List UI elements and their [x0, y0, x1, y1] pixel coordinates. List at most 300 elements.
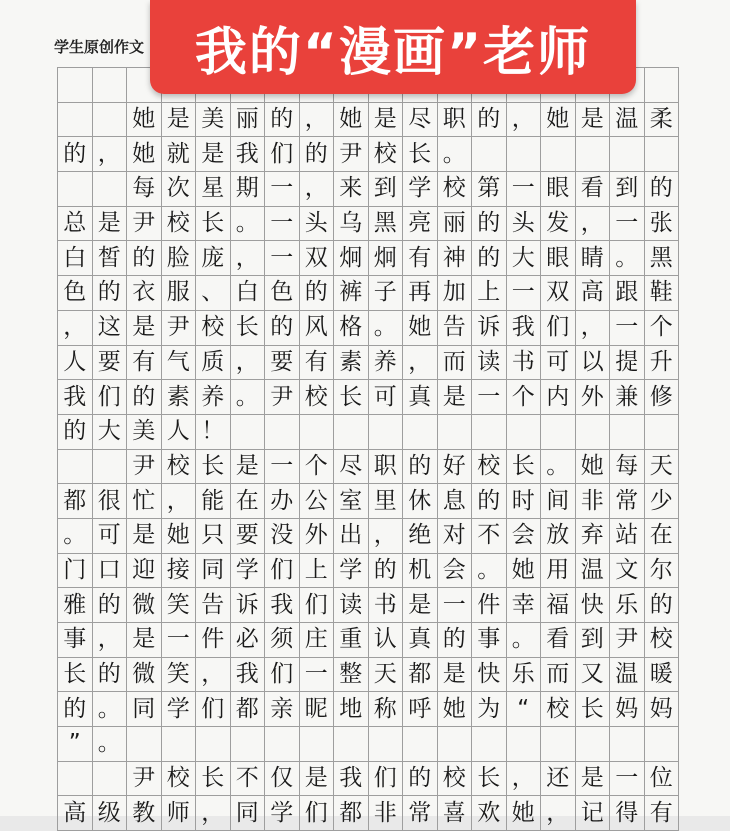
grid-cell: 都 [403, 658, 438, 693]
grid-cell: 是 [127, 311, 162, 346]
grid-cell: 微 [127, 588, 162, 623]
grid-cell: 一 [472, 380, 507, 415]
grid-cell: 高 [576, 276, 611, 311]
grid-cell: 长 [196, 450, 231, 485]
grid-cell: 的 [369, 554, 404, 589]
grid-cell: 一 [610, 207, 645, 242]
grid-cell: 风 [300, 311, 335, 346]
grid-cell [472, 727, 507, 762]
grid-cell: 们 [265, 658, 300, 693]
grid-cell: 脸 [162, 241, 197, 276]
grid-cell: 。 [369, 311, 404, 346]
grid-cell: 长 [231, 311, 266, 346]
grid-cell: 人 [162, 415, 197, 450]
grid-cell: 昵 [300, 692, 335, 727]
grid-cell: 的 [645, 172, 680, 207]
grid-cell: 看 [541, 623, 576, 658]
grid-cell: 养 [369, 346, 404, 381]
grid-cell: 长 [576, 692, 611, 727]
grid-cell: 的 [645, 588, 680, 623]
grid-cell: 大 [507, 241, 542, 276]
grid-cell: 弃 [576, 519, 611, 554]
grid-cell: 天 [645, 450, 680, 485]
grid-cell: 跟 [610, 276, 645, 311]
grid-cell: 不 [231, 762, 266, 797]
grid-cell: 学 [162, 692, 197, 727]
grid-cell: 的 [472, 207, 507, 242]
grid-cell: 素 [162, 380, 197, 415]
grid-cell: 外 [576, 380, 611, 415]
grid-cell: 的 [403, 450, 438, 485]
grid-cell: 以 [576, 346, 611, 381]
grid-cell: “ [507, 692, 542, 727]
grid-cell: 我 [507, 311, 542, 346]
grid-cell: 尹 [334, 137, 369, 172]
grid-cell: 气 [162, 346, 197, 381]
grid-cell: 真 [403, 380, 438, 415]
grid-cell: 上 [472, 276, 507, 311]
grid-cell: 放 [541, 519, 576, 554]
grid-cell: 白 [231, 276, 266, 311]
grid-cell [300, 727, 335, 762]
grid-cell: ” [58, 727, 93, 762]
grid-cell: ， [93, 137, 128, 172]
grid-cell: 幸 [507, 588, 542, 623]
grid-cell [196, 727, 231, 762]
grid-cell: 接 [162, 554, 197, 589]
grid-cell: 们 [300, 588, 335, 623]
grid-cell: 门 [58, 554, 93, 589]
grid-cell: 只 [196, 519, 231, 554]
grid-cell: 她 [127, 137, 162, 172]
grid-cell [541, 137, 576, 172]
grid-cell: 双 [300, 241, 335, 276]
grid-cell: 丽 [438, 207, 473, 242]
grid-cell: 修 [645, 380, 680, 415]
grid-cell: 色 [58, 276, 93, 311]
grid-cell: 呼 [403, 692, 438, 727]
grid-cell: 睛 [576, 241, 611, 276]
grid-cell: 非 [369, 796, 404, 831]
grid-cell: 非 [576, 484, 611, 519]
grid-cell: 同 [231, 796, 266, 831]
grid-cell: 的 [265, 103, 300, 138]
grid-cell: 神 [438, 241, 473, 276]
grid-cell: 尹 [127, 450, 162, 485]
grid-cell: 件 [196, 623, 231, 658]
grid-cell: 尹 [127, 207, 162, 242]
grid-cell [472, 415, 507, 450]
grid-cell: 炯 [369, 241, 404, 276]
grid-cell: 张 [645, 207, 680, 242]
grid-cell: 我 [334, 762, 369, 797]
grid-cell: 一 [265, 207, 300, 242]
grid-cell [645, 68, 680, 103]
grid-cell: 间 [541, 484, 576, 519]
grid-cell: 书 [507, 346, 542, 381]
title-banner: 我的“漫画”老师 [150, 0, 636, 94]
grid-cell: 必 [231, 623, 266, 658]
grid-cell [231, 727, 266, 762]
grid-cell: 迎 [127, 554, 162, 589]
grid-cell: 很 [93, 484, 128, 519]
grid-cell: 校 [472, 450, 507, 485]
grid-cell: 尹 [610, 623, 645, 658]
grid-cell: 职 [369, 450, 404, 485]
grid-cell: 用 [541, 554, 576, 589]
grid-cell: 的 [403, 762, 438, 797]
grid-cell: 可 [93, 519, 128, 554]
grid-cell: 。 [541, 450, 576, 485]
grid-cell: 是 [231, 450, 266, 485]
grid-cell [93, 172, 128, 207]
grid-cell: 是 [438, 380, 473, 415]
grid-cell [369, 727, 404, 762]
grid-cell [645, 415, 680, 450]
grid-cell: 到 [369, 172, 404, 207]
grid-cell: 天 [369, 658, 404, 693]
grid-cell: 是 [403, 588, 438, 623]
grid-cell: 子 [369, 276, 404, 311]
grid-cell: 学 [403, 172, 438, 207]
grid-cell [93, 68, 128, 103]
grid-cell: 们 [196, 692, 231, 727]
grid-cell: 。 [58, 519, 93, 554]
grid-cell: 尹 [127, 762, 162, 797]
grid-cell: 的 [472, 103, 507, 138]
grid-cell: 室 [334, 484, 369, 519]
grid-cell: 到 [576, 623, 611, 658]
grid-cell: ， [231, 241, 266, 276]
grid-cell: 学 [265, 796, 300, 831]
grid-cell: 眼 [541, 172, 576, 207]
grid-cell: 她 [334, 103, 369, 138]
grid-cell: 升 [645, 346, 680, 381]
grid-cell: 们 [541, 311, 576, 346]
grid-cell: 一 [300, 658, 335, 693]
grid-cell: 养 [196, 380, 231, 415]
grid-cell: 头 [300, 207, 335, 242]
grid-cell: 白 [58, 241, 93, 276]
grid-cell: 要 [231, 519, 266, 554]
grid-cell [507, 727, 542, 762]
grid-cell [472, 137, 507, 172]
grid-cell: 的 [472, 241, 507, 276]
grid-cell: 笑 [162, 588, 197, 623]
grid-cell: 是 [127, 623, 162, 658]
grid-cell: 上 [300, 554, 335, 589]
grid-cell: 有 [645, 796, 680, 831]
grid-cell: 长 [58, 658, 93, 693]
grid-cell: 文 [610, 554, 645, 589]
grid-cell: 是 [127, 519, 162, 554]
grid-cell: 是 [300, 762, 335, 797]
grid-cell: 每 [610, 450, 645, 485]
grid-cell [93, 103, 128, 138]
grid-cell: 尽 [334, 450, 369, 485]
grid-cell: 不 [472, 519, 507, 554]
grid-cell: 加 [438, 276, 473, 311]
grid-cell: 人 [58, 346, 93, 381]
grid-cell: 长 [196, 207, 231, 242]
grid-cell: 是 [438, 658, 473, 693]
grid-cell: 师 [162, 796, 197, 831]
grid-cell: ， [576, 207, 611, 242]
grid-cell: 尹 [265, 380, 300, 415]
grid-cell [369, 415, 404, 450]
grid-cell: 。 [231, 207, 266, 242]
grid-cell: 暖 [645, 658, 680, 693]
grid-cell: 而 [438, 346, 473, 381]
grid-cell: 有 [127, 346, 162, 381]
grid-cell [58, 103, 93, 138]
grid-cell: 读 [472, 346, 507, 381]
grid-cell: 可 [541, 346, 576, 381]
grid-cell: 柔 [645, 103, 680, 138]
grid-cell: 来 [334, 172, 369, 207]
grid-cell [610, 415, 645, 450]
grid-cell: 的 [300, 137, 335, 172]
grid-cell: 就 [162, 137, 197, 172]
grid-cell [127, 727, 162, 762]
grid-cell: 。 [438, 137, 473, 172]
grid-cell: 息 [438, 484, 473, 519]
grid-cell: 双 [541, 276, 576, 311]
grid-cell [645, 137, 680, 172]
grid-cell: 尽 [403, 103, 438, 138]
grid-cell: ， [58, 311, 93, 346]
grid-cell: 是 [369, 103, 404, 138]
grid-cell [403, 727, 438, 762]
grid-cell: 次 [162, 172, 197, 207]
grid-cell: 同 [196, 554, 231, 589]
grid-cell: 皙 [93, 241, 128, 276]
grid-cell: 一 [438, 588, 473, 623]
grid-cell: 乐 [507, 658, 542, 693]
grid-cell: 们 [93, 380, 128, 415]
grid-cell: 乌 [334, 207, 369, 242]
grid-cell: 我 [265, 588, 300, 623]
grid-cell: ， [507, 103, 542, 138]
grid-cell: 她 [507, 554, 542, 589]
grid-cell: 对 [438, 519, 473, 554]
grid-cell: 件 [472, 588, 507, 623]
grid-cell: 长 [196, 762, 231, 797]
grid-cell: 庄 [300, 623, 335, 658]
grid-cell: 学 [231, 554, 266, 589]
grid-cell: 眼 [541, 241, 576, 276]
grid-cell [93, 450, 128, 485]
grid-cell: 是 [93, 207, 128, 242]
grid-cell: 校 [369, 137, 404, 172]
grid-cell: 真 [403, 623, 438, 658]
grid-cell: 一 [265, 450, 300, 485]
grid-cell [231, 415, 266, 450]
grid-cell: 校 [645, 623, 680, 658]
grid-cell [403, 415, 438, 450]
grid-cell: 长 [403, 137, 438, 172]
grid-cell: ！ [196, 415, 231, 450]
grid-cell: 的 [58, 692, 93, 727]
grid-cell: 称 [369, 692, 404, 727]
grid-cell: 妈 [610, 692, 645, 727]
grid-cell: 又 [576, 658, 611, 693]
grid-cell: 喜 [438, 796, 473, 831]
grid-cell: ， [541, 796, 576, 831]
grid-cell: 诉 [231, 588, 266, 623]
grid-cell: 的 [127, 241, 162, 276]
grid-cell: 事 [58, 623, 93, 658]
grid-cell: ， [369, 519, 404, 554]
grid-cell: 有 [403, 241, 438, 276]
grid-cell: 尔 [645, 554, 680, 589]
grid-cell: 一 [610, 311, 645, 346]
grid-cell: 美 [196, 103, 231, 138]
grid-cell [610, 727, 645, 762]
grid-cell: 大 [93, 415, 128, 450]
grid-cell: 星 [196, 172, 231, 207]
grid-cell: 提 [610, 346, 645, 381]
grid-cell: 书 [369, 588, 404, 623]
grid-cell: 的 [58, 415, 93, 450]
grid-cell: 学 [334, 554, 369, 589]
grid-cell: 丽 [231, 103, 266, 138]
grid-cell: 兼 [610, 380, 645, 415]
grid-cell: 总 [58, 207, 93, 242]
grid-cell: 忙 [127, 484, 162, 519]
grid-cell [58, 68, 93, 103]
grid-cell [162, 727, 197, 762]
grid-cell: 雅 [58, 588, 93, 623]
grid-cell: 仅 [265, 762, 300, 797]
grid-cell: 公 [300, 484, 335, 519]
grid-cell [507, 415, 542, 450]
grid-cell [58, 450, 93, 485]
grid-cell [645, 727, 680, 762]
grid-cell: 快 [576, 588, 611, 623]
grid-cell: 长 [334, 380, 369, 415]
grid-cell: 同 [127, 692, 162, 727]
grid-cell: 的 [472, 484, 507, 519]
grid-cell: 要 [93, 346, 128, 381]
grid-cell [334, 415, 369, 450]
grid-cell: 黑 [645, 241, 680, 276]
grid-cell: 外 [300, 519, 335, 554]
grid-cell: 校 [162, 762, 197, 797]
grid-cell: 校 [162, 207, 197, 242]
grid-cell: 都 [58, 484, 93, 519]
grid-cell: 机 [403, 554, 438, 589]
grid-cell: 我 [231, 658, 266, 693]
grid-cell: 为 [472, 692, 507, 727]
grid-cell: 重 [334, 623, 369, 658]
grid-cell: 发 [541, 207, 576, 242]
grid-cell [541, 727, 576, 762]
grid-cell: 这 [93, 311, 128, 346]
grid-cell [58, 762, 93, 797]
grid-cell [507, 137, 542, 172]
grid-cell: 是 [162, 103, 197, 138]
grid-cell: 会 [507, 519, 542, 554]
grid-cell: 都 [334, 796, 369, 831]
grid-cell: 有 [300, 346, 335, 381]
writing-grid [57, 67, 679, 831]
grid-cell: 认 [369, 623, 404, 658]
grid-cell: 。 [507, 623, 542, 658]
grid-cell: 能 [196, 484, 231, 519]
grid-cell: 们 [265, 554, 300, 589]
grid-cell: 们 [300, 796, 335, 831]
grid-cell: 、 [196, 276, 231, 311]
grid-cell: 。 [93, 692, 128, 727]
grid-cell [93, 762, 128, 797]
grid-cell: 长 [507, 450, 542, 485]
grid-cell: 读 [334, 588, 369, 623]
grid-cell: 休 [403, 484, 438, 519]
grid-cell: 福 [541, 588, 576, 623]
grid-cell: 格 [334, 311, 369, 346]
grid-cell: 亮 [403, 207, 438, 242]
grid-cell: 的 [127, 380, 162, 415]
grid-cell: 快 [472, 658, 507, 693]
grid-cell: 尹 [162, 311, 197, 346]
grid-cell: 告 [196, 588, 231, 623]
grid-cell: 须 [265, 623, 300, 658]
grid-cell [576, 137, 611, 172]
grid-cell: 们 [369, 762, 404, 797]
grid-cell: 在 [231, 484, 266, 519]
grid-cell: 个 [507, 380, 542, 415]
grid-cell: 是 [576, 103, 611, 138]
grid-cell: 长 [472, 762, 507, 797]
grid-cell: 高 [58, 796, 93, 831]
grid-cell: 美 [127, 415, 162, 450]
grid-cell: 里 [369, 484, 404, 519]
grid-cell: ， [300, 103, 335, 138]
grid-cell: ， [300, 172, 335, 207]
grid-cell: 妈 [645, 692, 680, 727]
grid-cell: 她 [507, 796, 542, 831]
grid-cell: 乐 [610, 588, 645, 623]
grid-cell: ， [507, 762, 542, 797]
grid-cell: 的 [93, 276, 128, 311]
grid-cell: 衣 [127, 276, 162, 311]
grid-cell: 站 [610, 519, 645, 554]
grid-cell: 出 [334, 519, 369, 554]
grid-cell: 少 [645, 484, 680, 519]
grid-cell: 都 [231, 692, 266, 727]
grid-cell: 校 [438, 172, 473, 207]
grid-cell: 可 [369, 380, 404, 415]
grid-cell: 庞 [196, 241, 231, 276]
grid-cell: 再 [403, 276, 438, 311]
grid-cell: 她 [127, 103, 162, 138]
grid-cell: 们 [265, 137, 300, 172]
grid-cell: 素 [334, 346, 369, 381]
grid-cell: ， [403, 346, 438, 381]
grid-cell: ， [196, 796, 231, 831]
grid-cell: 记 [576, 796, 611, 831]
grid-cell: 的 [93, 588, 128, 623]
grid-cell: 她 [541, 103, 576, 138]
grid-cell: 在 [645, 519, 680, 554]
grid-cell: 个 [645, 311, 680, 346]
grid-cell: 办 [265, 484, 300, 519]
grid-cell: 的 [93, 658, 128, 693]
grid-cell: 要 [265, 346, 300, 381]
grid-cell: 个 [300, 450, 335, 485]
grid-cell: 鞋 [645, 276, 680, 311]
